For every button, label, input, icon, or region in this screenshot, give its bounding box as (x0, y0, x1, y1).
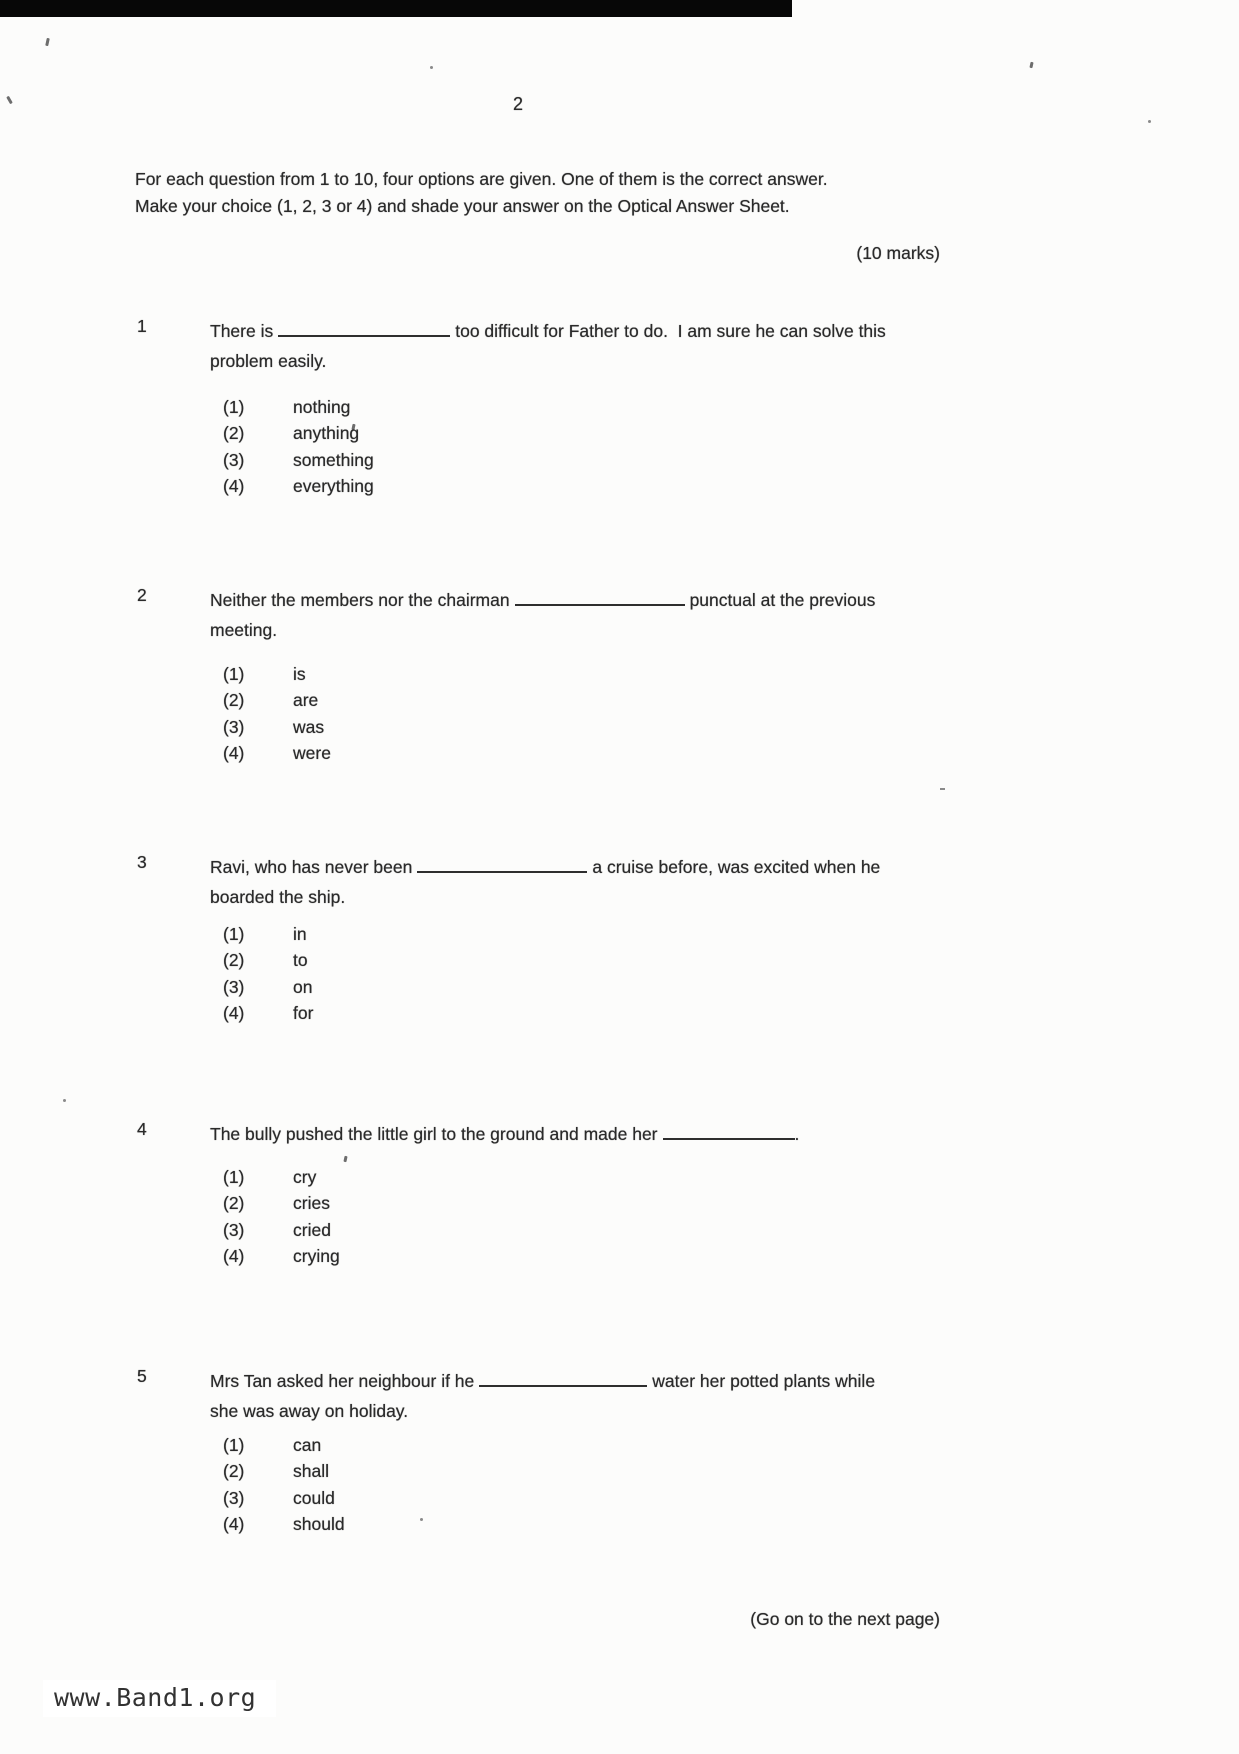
option-label: should (293, 1514, 345, 1535)
scan-speck (430, 66, 433, 69)
option-row (223, 1243, 340, 1269)
option-row (223, 661, 331, 687)
answer-blank (663, 1125, 795, 1140)
instructions-line-1: For each question from 1 to 10, four options are given. One of them is the correct answer. (135, 169, 828, 189)
option-label: for (293, 1003, 314, 1024)
option-row (223, 394, 374, 420)
option-row (223, 687, 331, 713)
option-row (223, 1217, 340, 1243)
option-number: (4) (223, 1246, 245, 1267)
option-label: is (293, 664, 306, 684)
option-row (223, 420, 374, 446)
question-5-text (210, 1366, 970, 1426)
question-3-number: 3 (137, 852, 147, 872)
option-row (223, 1485, 345, 1511)
option-number: (2) (223, 1193, 245, 1214)
question-2-options (223, 661, 331, 767)
scan-speck (940, 788, 945, 790)
option-label: cry (293, 1167, 317, 1187)
option-label: cries (293, 1193, 330, 1214)
option-row (223, 740, 331, 766)
instructions-line-2: Make your choice (1, 2, 3 or 4) and shade your answer on the Optical Answer Sheet. (135, 196, 790, 216)
option-number: (2) (223, 423, 245, 444)
option-number: (3) (223, 976, 245, 997)
option-row (223, 1164, 340, 1190)
question-4-options (223, 1164, 340, 1270)
option-label: to (293, 950, 308, 971)
question-4-pre: The bully pushed the little girl to the ground and made her (210, 1124, 658, 1144)
question-1-number: 1 (137, 316, 147, 336)
question-1-text (210, 316, 970, 376)
scan-speck (6, 96, 13, 104)
marks-label: (10 marks) (856, 243, 940, 263)
option-label: were (293, 743, 331, 764)
go-on-note: (Go on to the next page) (750, 1609, 940, 1629)
question-3-post: a cruise before, was excited when he (592, 857, 881, 877)
scan-speck (420, 1518, 423, 1521)
option-row (223, 921, 313, 947)
option-label: crying (293, 1246, 340, 1267)
question-5-number: 5 (137, 1366, 147, 1386)
option-number: (3) (223, 1219, 245, 1240)
option-label: in (293, 924, 307, 944)
answer-blank (417, 858, 587, 873)
question-4-number: 4 (137, 1119, 147, 1139)
option-number: (2) (223, 690, 245, 711)
question-3-line2: boarded the ship. (210, 887, 346, 907)
option-label: something (293, 449, 374, 470)
option-number: (1) (223, 1167, 245, 1187)
option-row (223, 1000, 313, 1026)
option-row (223, 974, 313, 1000)
option-row (223, 1458, 345, 1484)
question-5-options (223, 1432, 345, 1538)
option-number: (2) (223, 950, 245, 971)
option-number: (4) (223, 476, 245, 497)
option-number: (4) (223, 1514, 245, 1535)
option-label: anything (293, 423, 360, 444)
answer-blank (479, 1372, 647, 1387)
option-row (223, 447, 374, 473)
question-2-post: punctual at the previous (689, 590, 876, 610)
question-1-post: too difficult for Father to do. I am sure he can solve this (455, 321, 886, 341)
question-2-pre: Neither the members nor the chairman (210, 590, 510, 610)
option-number: (1) (223, 924, 245, 944)
option-label: on (293, 976, 313, 997)
question-1-pre: There is (210, 321, 274, 341)
option-row (223, 947, 313, 973)
option-label: shall (293, 1461, 329, 1482)
option-label: was (293, 716, 325, 737)
option-number: (2) (223, 1461, 245, 1482)
question-2-line2: meeting. (210, 620, 278, 640)
page-number: 2 (512, 94, 523, 114)
option-number: (1) (223, 1435, 245, 1455)
scan-speck (63, 1099, 66, 1102)
question-5-post: water her potted plants while (652, 1371, 876, 1391)
option-row (223, 714, 331, 740)
question-5-line2: she was away on holiday. (210, 1401, 409, 1421)
option-label: can (293, 1435, 322, 1455)
option-label: nothing (293, 397, 351, 417)
section-instructions (135, 166, 965, 220)
option-row (223, 473, 374, 499)
option-label: cried (293, 1219, 331, 1240)
watermark: www.Band1.org (43, 1680, 276, 1717)
answer-blank (515, 591, 685, 606)
question-3-options (223, 921, 313, 1027)
option-label: everything (293, 476, 374, 497)
option-number: (3) (223, 716, 245, 737)
question-5-pre: Mrs Tan asked her neighbour if he (210, 1371, 475, 1391)
question-2-text (210, 585, 970, 645)
scan-speck (45, 38, 50, 46)
question-3-text (210, 852, 970, 912)
option-row (223, 1190, 340, 1216)
option-number: (1) (223, 397, 245, 417)
question-1-line2: problem easily. (210, 351, 327, 371)
option-label: could (293, 1487, 335, 1508)
scan-speck (343, 1156, 347, 1162)
option-row (223, 1432, 345, 1458)
option-row (223, 1511, 345, 1537)
option-number: (4) (223, 743, 245, 764)
question-4-text (210, 1119, 970, 1149)
scan-artifact-bar (0, 0, 792, 17)
option-number: (1) (223, 664, 245, 684)
answer-blank (278, 322, 450, 337)
question-1-options (223, 394, 374, 500)
option-label: are (293, 690, 319, 711)
question-3-pre: Ravi, who has never been (210, 857, 413, 877)
scan-speck (1029, 62, 1033, 68)
scan-speck (1148, 120, 1151, 123)
option-number: (4) (223, 1003, 245, 1024)
option-number: (3) (223, 1487, 245, 1508)
question-2-number: 2 (137, 585, 147, 605)
question-4-post: . (794, 1124, 800, 1144)
option-number: (3) (223, 449, 245, 470)
